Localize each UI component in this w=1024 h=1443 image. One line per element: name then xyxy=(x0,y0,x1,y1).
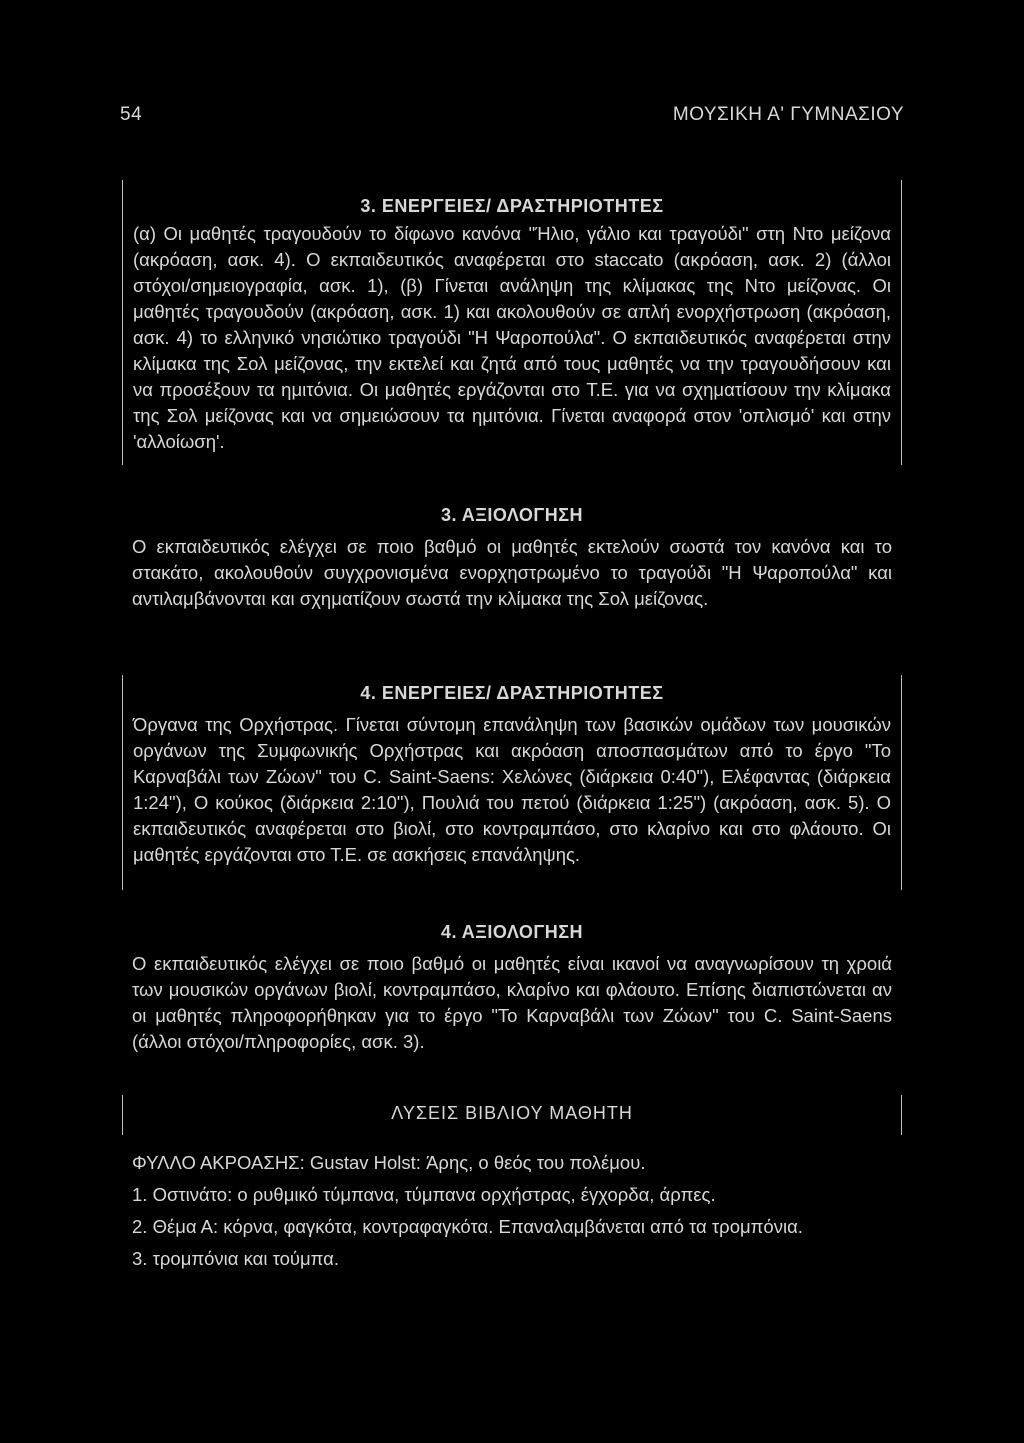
evaluation-3-heading: 3. ΑΞΙΟΛΟΓΗΣΗ xyxy=(440,505,584,525)
evaluation-4-text: Ο εκπαιδευτικός ελέγχει σε ποιο βαθμό οι μαθητές είναι ικανοί να αναγνωρίσουν τη χροιά των μουσικών οργάνων βιολί, κοντραμπάσο, κλαρίνο και φλάουτο. Επίσης διαπιστώνεται αν οι μαθητές πληροφορήθηκαν για το έργο "Το Καρναβάλι των Ζώων" του C. Saint-Saens (άλλοι στόχοι/πληροφορίες, ασκ. 3). xyxy=(132,953,892,1052)
running-title: ΜΟΥΣΙΚΗ Α' ΓΥΜΝΑΣΙΟΥ xyxy=(672,104,904,125)
activities-3-section xyxy=(122,180,902,465)
listening-sheet-title: ΦΥΛΛΟ ΑΚΡΟΑΣΗΣ: Gustav Holst: Άρης, ο θεός του πολέμου. xyxy=(132,1152,646,1173)
workbook-solutions-heading: ΛΥΣΕΙΣ ΒΙΒΛΙΟΥ ΜΑΘΗΤΗ xyxy=(391,1103,633,1123)
activities-4-section xyxy=(122,675,902,890)
listening-sheet-item: 2. Θέμα Α: κόρνα, φαγκότα, κοντραφαγκότα. Επαναλαμβάνεται από τα τρομπόνια. xyxy=(132,1216,803,1237)
evaluation-4-section xyxy=(122,922,902,1052)
activities-3-text: (α) Οι μαθητές τραγουδούν το δίφωνο κανόνα "Ήλιο, γάλιο και τραγούδι" στη Ντο μείζονα (ακρόαση, ασκ. 4). Ο εκπαιδευτικός αναφέρεται στο staccato (ακρόαση, ασκ. 2) (άλλοι στόχοι/σημειογραφία, ασκ. 1), (β) Γίνεται ανάληψη της κλίμακας της Ντο μείζονας. Οι μαθητές τραγουδούν (ακρόαση, ασκ. 1) και ακολουθούν σε απλή ενορχήστρωση (ακρόαση, ασκ. 4) το ελληνικό νησιώτικο τραγούδι "Η Ψαροπούλα". Ο εκπαιδευτικός αναφέρεται στην κλίμακα της Σολ μείζονας, την εκτελεί και ζητά από τους μαθητές να την τραγουδήσουν και να προσέξουν τα ημιτόνια. Οι μαθητές εργάζονται στο Τ.Ε. για να σχηματίσουν την κλίμακα της Σολ μείζονας και να σημειώσουν τα ημιτόνια. Γίνεται αναφορά στον 'οπλισμό' και στην 'αλλοίωση'. xyxy=(133,223,891,452)
listening-sheet-item: 3. τρομπόνια και τούμπα. xyxy=(132,1248,340,1269)
listening-sheet-section xyxy=(122,1150,902,1278)
evaluation-3-section xyxy=(122,505,902,645)
evaluation-3-text: Ο εκπαιδευτικός ελέγχει σε ποιο βαθμό οι μαθητές εκτελούν σωστά τον κανόνα και το στακάτο, ακολουθούν συγχρονισμένα ενορχηστρωμένο το τραγούδι "Η Ψαροπούλα" και αντιλαμβάνονται και σχηματίζουν σωστά την κλίμακα της Σολ μείζονας. xyxy=(132,536,892,609)
activities-4-text: Όργανα της Ορχήστρας. Γίνεται σύντομη επανάληψη των βασικών ομάδων των μουσικών οργάνων της Συμφωνικής Ορχήστρας και ακρόαση αποσπασμάτων από το έργο "Το Καρναβάλι των Ζώων" του C. Saint-Saens: Χελώνες (διάρκεια 0:40"), Ελέφαντας (διάρκεια 1:24"), Ο κούκος (διάρκεια 2:10"), Πουλιά του πετού (διάρκεια 1:25") (ακρόαση, ασκ. 5). Ο εκπαιδευτικός αναφέρεται στο βιολί, στο κοντραμπάσο, στο κλαρίνο και στο φλάουτο. Οι μαθητές εργάζονται στο Τ.Ε. σε ασκήσεις επανάληψης. xyxy=(133,714,891,865)
evaluation-4-heading: 4. ΑΞΙΟΛΟΓΗΣΗ xyxy=(440,922,584,942)
page-number: 54 xyxy=(120,104,143,125)
listening-sheet-item: 1. Οστινάτο: ο ρυθμικό τύμπανα, τύμπανα ορχήστρας, έγχορδα, άρπες. xyxy=(132,1184,716,1205)
workbook-solutions-section xyxy=(122,1095,902,1135)
activities-4-heading: 4. ΕΝΕΡΓΕΙΕΣ/ ΔΡΑΣΤΗΡΙΟΤΗΤΕΣ xyxy=(360,683,664,703)
activities-3-heading: 3. ΕΝΕΡΓΕΙΕΣ/ ΔΡΑΣΤΗΡΙΟΤΗΤΕΣ xyxy=(360,196,664,216)
